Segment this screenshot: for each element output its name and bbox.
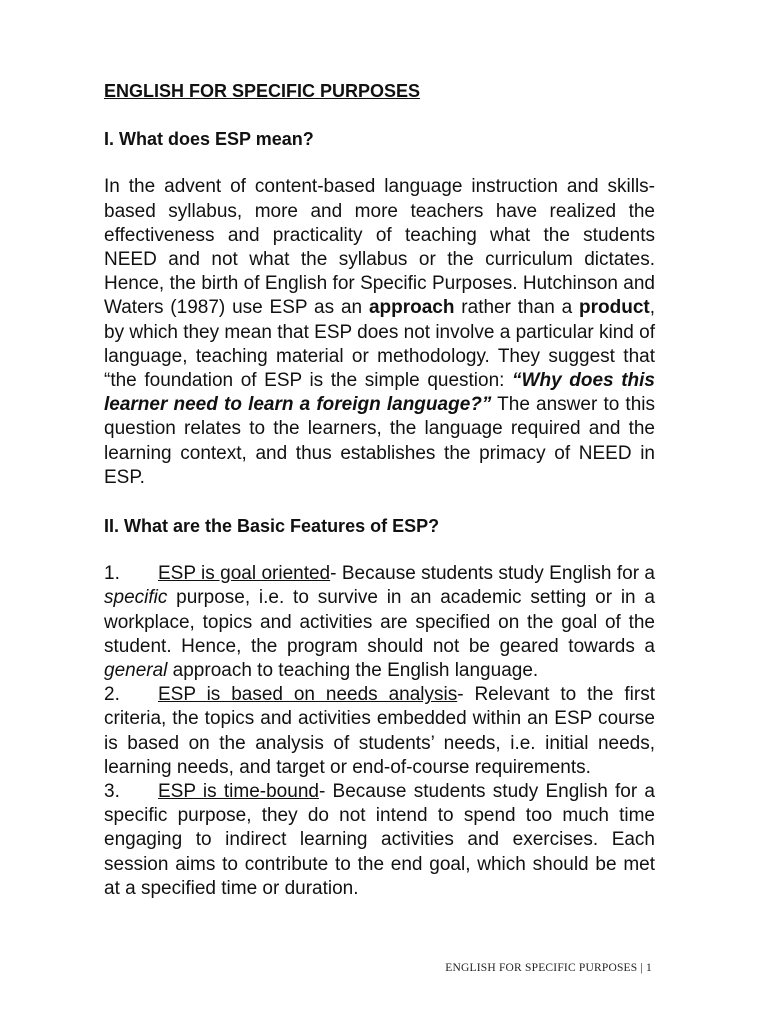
features-list xyxy=(104,562,655,901)
page-content xyxy=(104,79,655,901)
approach-term: approach xyxy=(368,297,455,319)
feature-text: - Because students study English for a xyxy=(330,563,655,585)
product-term: product xyxy=(579,297,650,319)
page-footer: ENGLISH FOR SPECIFIC PURPOSES | 1 xyxy=(445,962,652,974)
feature-item-1 xyxy=(104,562,655,683)
paragraph-text: , by which they mean that ESP does not involve a particular kind of language, teaching material or methodology. They suggest that “the foundation of ESP is the simple question: xyxy=(104,297,656,392)
feature-text: approach to teaching the English language. xyxy=(167,660,539,682)
section-1-paragraph xyxy=(104,175,655,490)
feature-term: ESP is time-bound xyxy=(158,781,319,803)
document-title: ENGLISH FOR SPECIFIC PURPOSES xyxy=(104,81,421,101)
feature-text: - Relevant to the first criteria, the topics and activities embedded within an ESP course is based on the analysis of students’ needs, i.e. initial needs, learning needs, and target or end-of-course requirements. xyxy=(104,684,656,778)
item-number: 3. xyxy=(104,781,120,803)
paragraph-text: In the advent of content-based language instruction and skills-based syllabus, more and more teachers have realized the effectiveness and practicality of teaching what the students NEED and not what the syllabus or the curriculum dictates. Hence, the birth of English for Specific Purposes. Hutchinson and Waters (1987) use ESP as an xyxy=(104,176,655,319)
feature-item-3 xyxy=(104,780,655,901)
feature-term: ESP is based on needs analysis xyxy=(158,684,458,706)
emphasis-text: general xyxy=(104,660,168,682)
section-1-heading: I. What does ESP mean? xyxy=(104,129,314,150)
emphasis-text: specific xyxy=(104,587,168,609)
item-number: 1. xyxy=(104,563,120,585)
paragraph-text: rather than a xyxy=(454,297,580,319)
feature-text: - Because students study English for a specific purpose, they do not intend to spend too much time engaging to indirect learning activities and exercises. Each session aims to contribute to the end goal, which should be met at a specified time or duration. xyxy=(104,781,655,899)
feature-item-2 xyxy=(104,683,655,780)
key-question: “Why does this learner need to learn a foreign language?” xyxy=(104,370,655,416)
section-2-heading: II. What are the Basic Features of ESP? xyxy=(104,516,440,537)
item-number: 2. xyxy=(104,684,120,706)
feature-term: ESP is goal oriented xyxy=(158,563,331,585)
paragraph-text: The answer to this question relates to the learners, the language required and the learning context, and thus establishes the primacy of NEED in ESP. xyxy=(104,394,655,488)
feature-text: purpose, i.e. to survive in an academic setting or in a workplace, topics and activities are specified on the goal of the student. Hence, the program should not be geared towards a xyxy=(104,587,655,657)
